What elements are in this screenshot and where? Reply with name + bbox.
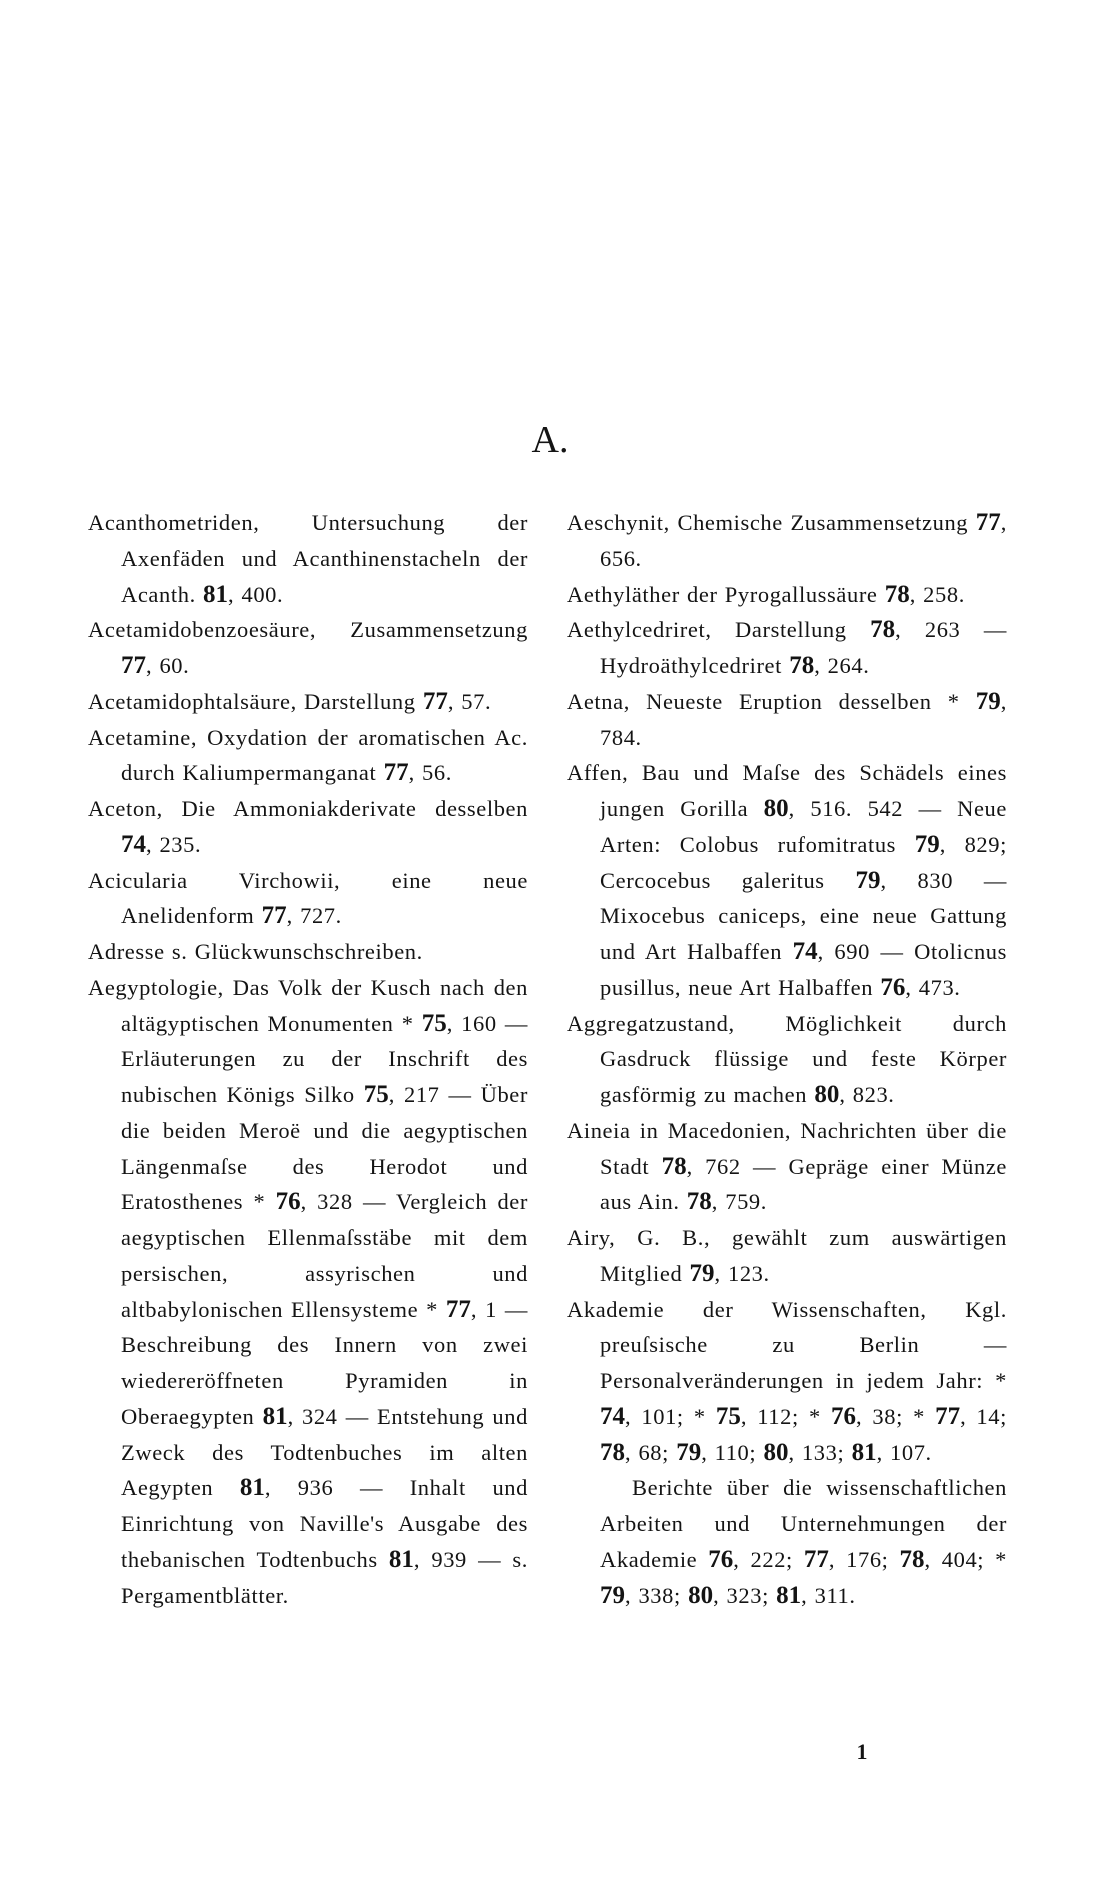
entry-text: Acetamidophtalsäure, Darstellung <box>88 688 423 714</box>
entry-text: , 404; * <box>924 1546 1007 1572</box>
volume-number: 78 <box>661 1152 687 1180</box>
volume-number: 81 <box>388 1545 414 1573</box>
left-column <box>88 505 528 1613</box>
entry-text: Aeschynit, Chemische Zusammensetzung <box>567 510 976 535</box>
entry-text: Airy, G. B., gewählt zum auswärtigen Mitglied <box>567 1225 1007 1286</box>
volume-number: 81 <box>851 1438 877 1466</box>
index-entry <box>88 612 528 684</box>
entry-text: , 222; <box>733 1546 804 1572</box>
volume-number: 75 <box>421 1009 447 1037</box>
entry-text: , 107. <box>876 1439 932 1465</box>
entry-text: , 823. <box>839 1082 895 1107</box>
entry-text: , 235. <box>146 831 202 857</box>
entry-text: Aethyläther der Pyrogallussäure <box>567 581 885 607</box>
entry-text: , 133; <box>788 1439 852 1465</box>
volume-number: 81 <box>239 1474 265 1502</box>
entry-text: , 1 — Beschreibung des Innern von zwei wiedereröffneten Pyramiden in Oberaegypten <box>121 1296 528 1429</box>
volume-number: 76 <box>831 1402 856 1430</box>
entry-text: Aineia in Macedonien, Nachrichten über die Stadt <box>567 1117 1007 1179</box>
entry-text: Aegyptologie, Das Volk der Kusch nach den altägyptischen Monumenten * <box>88 974 528 1036</box>
volume-number: 81 <box>776 1581 802 1609</box>
volume-number: 77 <box>383 759 409 787</box>
volume-number: 77 <box>935 1402 961 1430</box>
entry-text: , 123. <box>714 1260 770 1286</box>
index-entry <box>567 1220 1007 1292</box>
index-entry <box>88 863 528 935</box>
section-letter-heading: A. <box>531 419 569 461</box>
entry-text: , 516. 542 — Neue Arten: Colobus rufomitratus <box>600 796 1007 857</box>
volume-number: 77 <box>121 652 146 679</box>
index-entry <box>88 505 528 612</box>
entry-text: , 830 — Mixocebus caniceps, eine neue Gattung und Art Halbaffen <box>600 867 1008 964</box>
index-entry <box>567 1006 1007 1113</box>
entry-text: , 14; <box>960 1403 1007 1429</box>
volume-number: 79 <box>914 830 940 858</box>
volume-number: 74 <box>792 938 818 965</box>
volume-number: 77 <box>803 1545 829 1573</box>
volume-number: 81 <box>203 580 229 608</box>
volume-number: 75 <box>363 1081 389 1108</box>
volume-number: 74 <box>600 1402 625 1430</box>
entry-text: Aethylcedriret, Darstellung <box>567 617 871 643</box>
entry-text: , 311. <box>801 1582 856 1608</box>
entry-text: , 38; * <box>856 1403 936 1429</box>
volume-number: 78 <box>899 1545 925 1573</box>
volume-number: 79 <box>689 1259 715 1287</box>
entry-text: , 656. <box>600 510 1007 571</box>
volume-number: 77 <box>261 902 287 930</box>
entry-text: , 264. <box>814 653 870 678</box>
entry-text: Aetna, Neueste Eruption desselben * <box>567 688 976 714</box>
volume-number: 76 <box>880 973 906 1001</box>
entry-text: , 57. <box>447 688 492 714</box>
entry-text: , 217 — Über die beiden Meroë und die aegyptischen Längenmaſse des Herodot und Eratosthenes * <box>121 1082 528 1215</box>
entry-text: , 101; * <box>625 1403 716 1429</box>
volume-number: 79 <box>855 866 881 894</box>
volume-number: 77 <box>445 1295 471 1323</box>
entry-text: , 338; <box>625 1582 689 1608</box>
index-entry <box>88 934 528 970</box>
entry-text: Acetamidobenzoesäure, Zusammensetzung <box>88 617 528 643</box>
index-entry <box>567 1292 1007 1471</box>
entry-text: , 68; <box>625 1439 677 1465</box>
entry-text: , 784. <box>600 688 1007 750</box>
entry-text: , 258. <box>909 581 965 607</box>
entry-text: Berichte über die wissenschaftlichen Arbeiten und Unternehmungen der Akademie <box>600 1475 1007 1572</box>
volume-number: 75 <box>715 1402 741 1430</box>
volume-number: 78 <box>870 616 896 644</box>
volume-number: 80 <box>688 1581 714 1609</box>
entry-text: Adresse s. Glückwunschschreiben. <box>88 939 423 964</box>
index-subentry <box>567 1470 1007 1613</box>
entry-text: Aceton, Die Ammoniakderivate desselben <box>88 796 528 821</box>
entry-text: , 56. <box>408 760 452 786</box>
entry-text: , 263 — Hydroäthylcedriret <box>600 617 1007 678</box>
entry-text: , 939 — s. Pergamentblätter. <box>121 1546 528 1608</box>
entry-text: , 176; <box>828 1546 900 1572</box>
volume-number: 79 <box>975 687 1001 715</box>
volume-number: 79 <box>676 1438 702 1466</box>
entry-text: Acanthometriden, Untersuchung der Axenfäden und Acanthinenstacheln der Acanth. <box>88 510 528 607</box>
entry-text: , 324 — Entstehung und Zweck des Todtenbuches im alten Aegypten <box>121 1403 528 1501</box>
entry-text: , 473. <box>905 974 961 1000</box>
entry-text: , 400. <box>228 581 284 607</box>
right-column <box>567 505 1007 1613</box>
index-entry <box>88 791 528 863</box>
volume-number: 74 <box>121 830 146 858</box>
volume-number: 77 <box>975 509 1001 536</box>
index-entry <box>567 755 1007 1005</box>
entry-text: Acetamine, Oxydation der aromatischen Ac. durch Kaliumpermanganat <box>88 724 528 786</box>
volume-number: 79 <box>600 1581 625 1609</box>
entry-text: Aggregatzustand, Möglichkeit durch Gasdruck flüssige und feste Körper gasförmig zu machen <box>567 1010 1007 1107</box>
volume-number: 78 <box>600 1438 625 1466</box>
index-entry <box>567 505 1007 577</box>
entry-text: , 727. <box>286 903 342 929</box>
volume-number: 76 <box>275 1188 301 1216</box>
entry-text: Akademie der Wissenschaften, Kgl. preuſsische zu Berlin — Personalveränderungen in jedem Jahr: * <box>567 1296 1007 1393</box>
index-entry <box>567 684 1007 756</box>
entry-text: , 60. <box>146 653 190 678</box>
volume-number: 77 <box>422 687 448 715</box>
volume-number: 80 <box>763 795 789 822</box>
volume-number: 78 <box>789 652 815 679</box>
entry-text: , 829; Cercocebus galeritus <box>600 831 1007 893</box>
index-entry <box>88 684 528 720</box>
entry-text: , 112; * <box>740 1403 831 1429</box>
entry-text: , 762 — Gepräge einer Münze aus Ain. <box>600 1153 1007 1215</box>
entry-text: , 936 — Inhalt und Einrichtung von Naville's Ausgabe des thebanischen Todtenbuchs <box>121 1475 528 1572</box>
page-number: 1 <box>856 1739 868 1764</box>
index-entry <box>567 1113 1007 1220</box>
entry-text: , 690 — Otolicnus pusillus, neue Art Halbaffen <box>600 939 1007 1000</box>
volume-number: 81 <box>262 1402 288 1430</box>
entry-text: Affen, Bau und Maſse des Schädels eines jungen Gorilla <box>567 760 1007 821</box>
index-entry <box>567 577 1007 613</box>
volume-number: 78 <box>686 1188 712 1216</box>
entry-text: Acicularia Virchowii, eine neue Anelidenform <box>88 867 528 929</box>
volume-number: 80 <box>763 1438 789 1466</box>
volume-number: 80 <box>814 1081 840 1108</box>
volume-number: 78 <box>884 580 910 608</box>
index-entry <box>567 612 1007 684</box>
volume-number: 76 <box>708 1545 734 1573</box>
index-entry <box>88 720 528 792</box>
entry-text: , 110; <box>701 1439 764 1465</box>
index-entry <box>88 970 528 1614</box>
entry-text: , 759. <box>711 1189 768 1215</box>
entry-text: , 323; <box>713 1582 777 1608</box>
entry-text: , 160 — Erläuterungen zu der Inschrift des nubischen Königs Silko <box>121 1010 528 1107</box>
entry-text: , 328 — Vergleich der aegyptischen Ellenmaſsstäbe mit dem persischen, assyrischen und altbabylonischen Ellensysteme * <box>121 1189 528 1322</box>
